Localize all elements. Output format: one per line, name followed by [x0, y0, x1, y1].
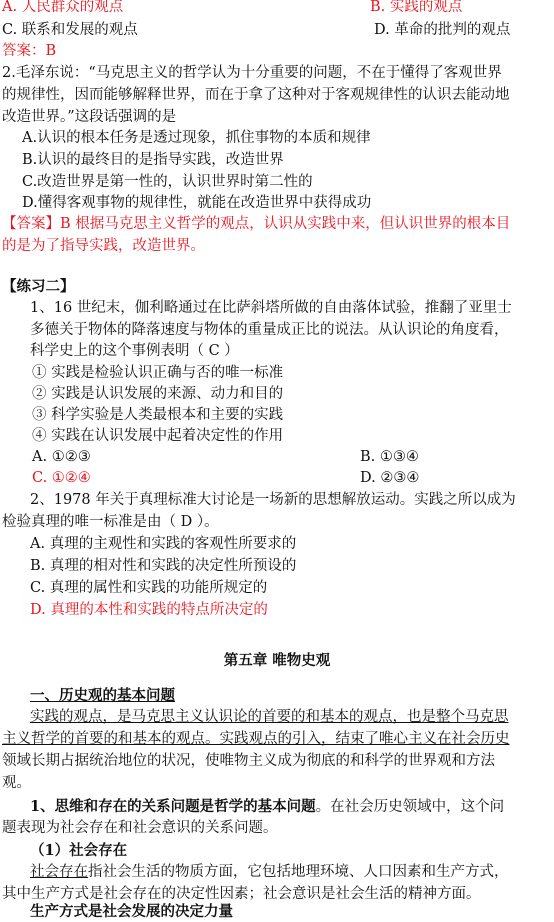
para1-line-4: 观。: [2, 775, 31, 791]
q2-stem-line-3: 改造世界。”这段话强调的是: [2, 109, 177, 125]
chapter-title: 第五章 唯物史观: [223, 652, 331, 669]
p2-q1-option-c: C. ①②④: [32, 470, 91, 486]
para1-line-3: 领域长期占据统治地位的状况，使唯物主义成为彻底的和科学的世界观和方法: [2, 753, 495, 769]
q2-stem-line-1: 2.毛泽东说：“马克思主义的哲学认为十分重要的问题，不在于懂得了客观世界: [2, 65, 502, 81]
q2-stem-line-2: 的规律性，因而能够解释世界，而在于拿了这种对于客观规律性的认识去能动地: [2, 87, 510, 103]
q2-option-d: D.懂得客观事物的规律性，就能在改造世界中获得成功: [22, 195, 372, 211]
para1-line-2: 主义哲学的首要的和基本的观点。实践观点的引入，结束了唯心主义在社会历史: [2, 731, 510, 747]
subheading-social-existence: （1）社会存在: [30, 842, 128, 859]
p2-q1-stem-line-2: 多德关于物体的降落速度与物体的重量成正比的说法。从认识论的角度看，: [30, 322, 509, 338]
p2-q2-option-d: D. 真理的本性和实践的特点所决定的: [30, 602, 268, 618]
para1-line-1: 实践的观点，是马克思主义认识论的首要的和基本的观点，也是整个马克思: [30, 709, 509, 725]
q2-option-c: C.改造世界是第一性的，认识世界时第二性的: [22, 174, 313, 190]
q2-answer-line-1: 【答案】B 根据马克思主义哲学的观点，认识从实践中来，但认识世界的根本目: [2, 216, 511, 232]
p2-q1-item-1: ① 实践是检验认识正确与否的唯一标准: [32, 365, 284, 381]
q1-option-a: A. 人民群众的观点: [2, 0, 124, 15]
q1-option-c: C. 联系和发展的观点: [2, 22, 138, 38]
p2-q1-stem-line-3: 科学史上的这个事例表明（ C ）: [30, 343, 239, 359]
p2-q1-item-2: ② 实践是认识发展的来源、动力和目的: [32, 386, 284, 402]
practice2-heading: 【练习二】: [2, 278, 75, 295]
p2-q1-item-3: ③ 科学实验是人类最根本和主要的实践: [32, 407, 284, 423]
q1-answer: 答案：B: [2, 43, 57, 59]
p2-q1-option-d: D. ②③④: [360, 470, 420, 486]
definition-line-1: [30, 862, 509, 883]
q2-option-a: A.认识的根本任务是透过现象，抓住事物的本质和规律: [22, 130, 371, 146]
q2-answer-line-2: 的是为了指导实践，改造世界。: [2, 238, 205, 254]
definition-line-2: 其中生产方式是社会存在的决定性因素；社会意识是社会生活的精神方面。: [2, 886, 481, 902]
p2-q2-option-c: C. 真理的属性和实践的功能所规定的: [30, 580, 268, 596]
p2-q2-stem-line-2: 检验真理的唯一标准是由（ D ）。: [2, 514, 219, 530]
p2-q1-option-b: B. ①③④: [360, 449, 419, 465]
q2-option-b: B.认识的最终目的是指导实践，改造世界: [22, 152, 284, 168]
definition-rest: 指社会生活的物质方面，它包括地理环境、人口因素和生产方式，: [88, 864, 509, 880]
point1-rest: 。在社会历史领域中，这个问: [315, 799, 505, 815]
q1-option-b: B. 实践的观点: [370, 0, 463, 15]
p2-q2-option-a: A. 真理的主观性和实践的客观性所要求的: [30, 536, 297, 552]
p2-q2-stem-line-1: 2、1978 年关于真理标准大讨论是一场新的思想解放运动。实践之所以成为: [30, 492, 516, 508]
point1-line-1: [30, 796, 504, 818]
point1-line-2: 题表现为社会存在和社会意识的关系问题。: [2, 820, 278, 836]
q1-option-d: D. 革命的批判的观点: [374, 22, 511, 38]
p2-q1-item-4: ④ 实践在认识发展中起着决定性的作用: [32, 428, 284, 444]
definition-term: 社会存在: [30, 864, 88, 880]
section-heading: 一、历史观的基本问题: [30, 687, 175, 704]
point1-bold: 1、思维和存在的关系问题是哲学的基本问题: [30, 798, 316, 815]
p2-q2-option-b: B. 真理的相对性和实践的决定性所预设的: [30, 558, 297, 574]
p2-q1-option-a: A. ①②③: [32, 449, 91, 465]
p2-q1-stem-line-1: 1、16 世纪末，伽利略通过在比萨斜塔所做的自由落体试验，推翻了亚里士: [30, 300, 512, 316]
production-mode-heading: 生产方式是社会发展的决定力量: [30, 903, 233, 920]
